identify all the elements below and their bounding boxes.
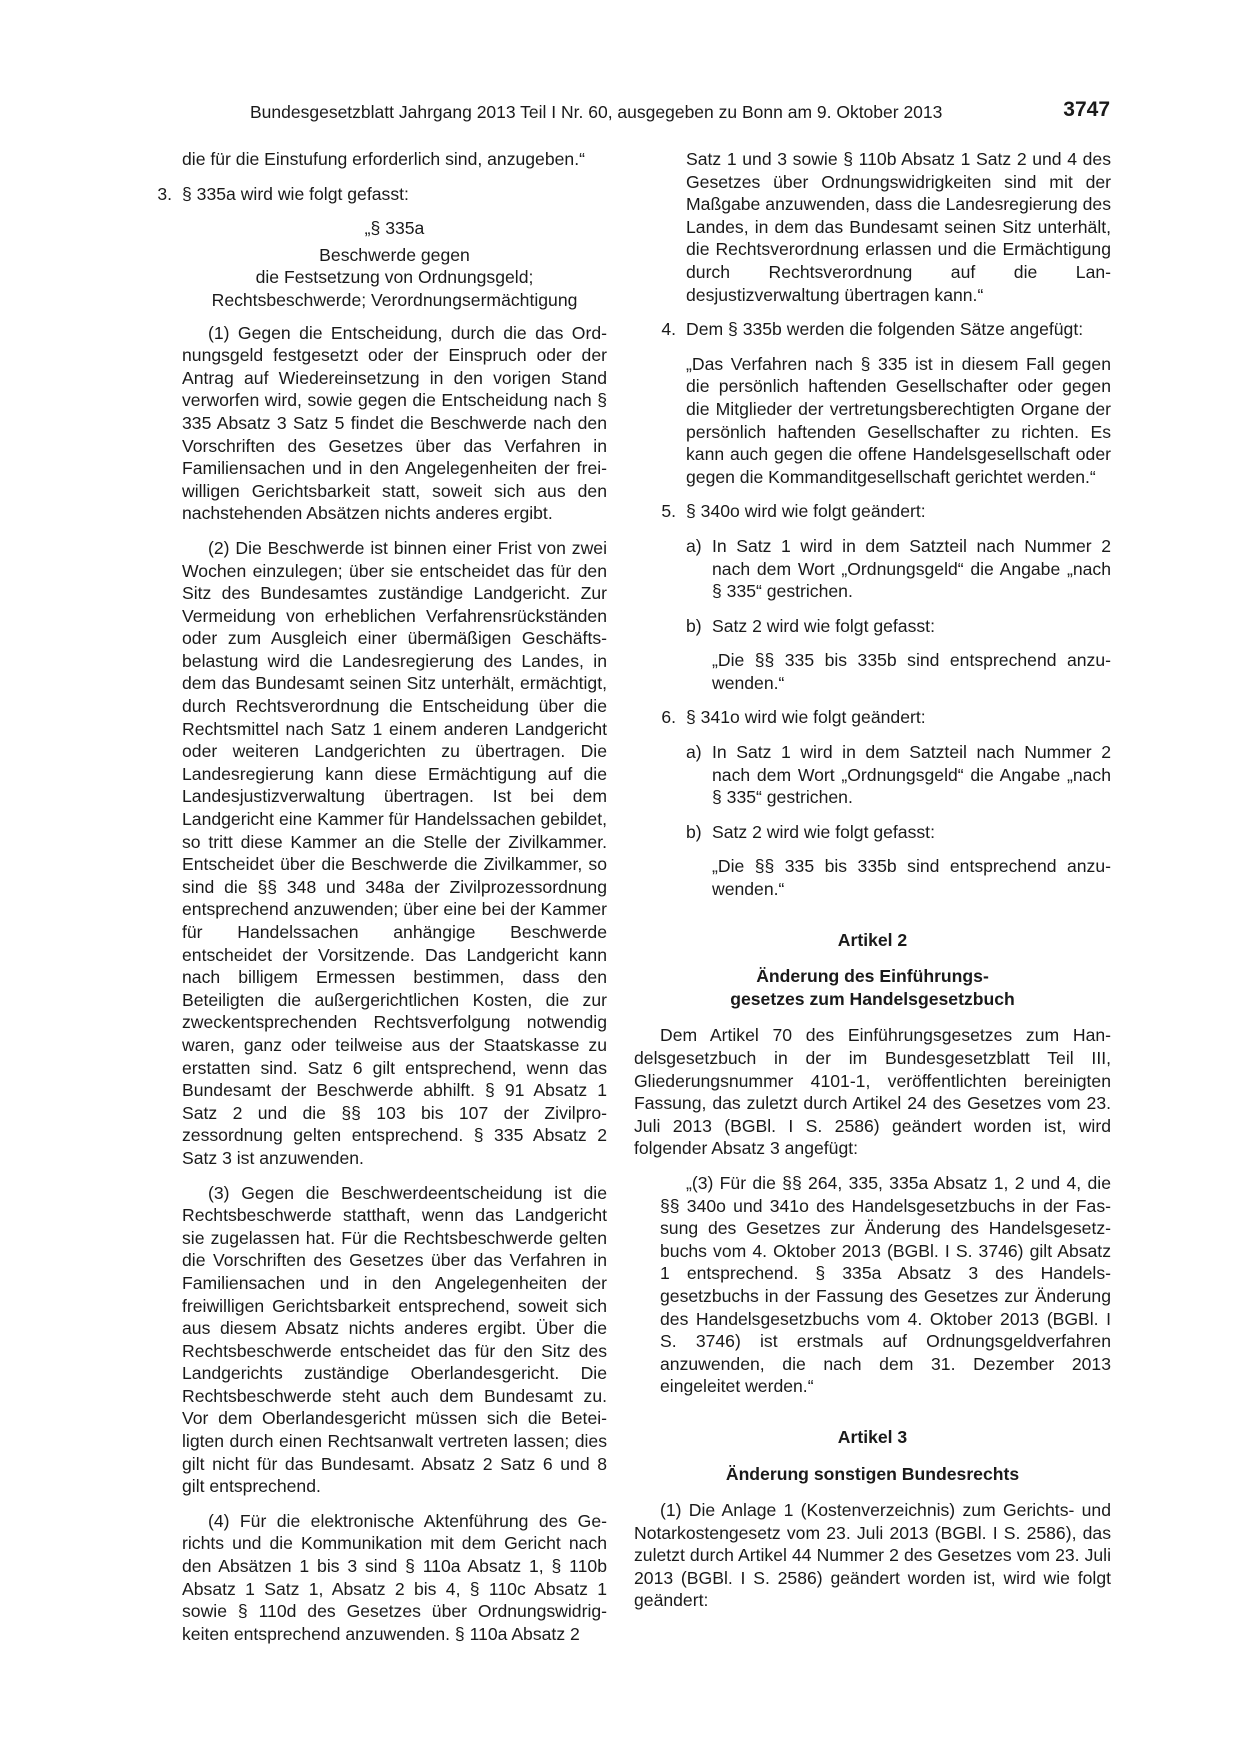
- paragraph-3: (3) Gegen die Beschwerdeentscheidung ist die Rechtsbeschwerde statthaft, wenn das Landgericht sie zugelassen hat. Für die Rechtsbeschwerde gelten die Vorschriften des Gesetzes über das Verfahren in Familiensachen und in den Angelegenheiten der freiwilligen Gerichtsbarkeit entsprechend, soweit sich aus diesem Absatz nichts anderes ergibt. Über die Rechtsbeschwerde entscheidet das für den Sitz des Landgerichts zuständige Oberlandesgericht. Die Rechtsbeschwerde steht auch dem Bundesamt zu. Vor dem Oberlandesgericht müssen sich die Beteiligten durch einen Rechtsanwalt vertreten lassen; dies gilt nicht für das Bundesamt. Absatz 2 Satz 6 und 8 gilt entsprechend.: [182, 1182, 607, 1497]
- sub-item-label: a): [686, 742, 702, 763]
- sub-item-a: [686, 535, 1111, 603]
- article-2-heading: Artikel 2: [837, 929, 908, 950]
- running-header: [250, 98, 1110, 128]
- sub-item-label: a): [686, 535, 702, 556]
- article-3-paragraph: (1) Die Anlage 1 (Kostenverzeichnis) zum Gerichts- und Notarkostengesetz vom 23. Juli 2013 (BGBl. I S. 2586), das zuletzt durch Artikel 44 Nummer 2 des Gesetzes vom 23. Juli 2013 (BGBl. I S. 2586) geändert worden ist, wird wie folgt geändert:: [634, 1500, 1111, 1611]
- article-2-quote: „(3) Für die §§ 264, 335, 335a Absatz 1, 2 und 4, die §§ 340o und 341o des Handelsgesetzbuchs in der Fassung des Gesetzes zur Änderung des Handelsgesetzbuchs vom 4. Oktober 2013 (BGBl. I S. 3746) gilt Absatz 1 entsprechend. § 335a Absatz 3 des Handelsgesetzbuchs in der Fassung des Gesetzes zur Änderung des Handelsgesetzbuchs vom 4. Oktober 2013 (BGBl. I S. 3746) ist erstmals auf Ordnungsgeldverfahren anzuwenden, die nach dem 31. Dezember 2013 eingeleitet werden.“: [660, 1172, 1111, 1397]
- sub-item-text: Satz 2 wird wie folgt gefasst:: [712, 821, 935, 842]
- list-item-6: [634, 706, 1111, 729]
- item-text: Dem § 335b werden die folgenden Sätze angefügt:: [686, 319, 1084, 340]
- list-item-3: [130, 183, 607, 206]
- left-column: [130, 148, 607, 1657]
- list-item-4: [634, 318, 1111, 341]
- sub-item-text: In Satz 1 wird in dem Satzteil nach Nummer 2 nach dem Wort „Ordnungsgeld“ die Angabe „nach § 335“ gestrichen.: [712, 535, 1111, 602]
- paragraph-2: (2) Die Beschwerde ist binnen einer Frist von zwei Wochen einzulegen; über sie entscheidet das für den Sitz des Bundesamtes zuständige Landgericht. Zur Vermeidung von erheblichen Verfahrensrückständen oder zum Ausgleich einer übermäßigen Geschäftsbelastung wird die Landesregierung des Landes, in dem das Bundesamt seinen Sitz unterhält, ermächtigt, durch Rechtsverordnung die Entscheidung über die Rechtsmittel nach Satz 1 einem anderen Landgericht oder weiteren Landgerichten zu übertragen. Die Landesregierung kann diese Ermächtigung auf die Landesjustizverwaltung übertragen. Ist bei dem Landgericht eine Kammer für Handelssachen gebildet, so tritt diese Kammer an die Stelle der Zivilkammer. Entscheidet über die Beschwerde die Zivilkammer, so sind die §§ 348 und 348a der Zivilprozessordnung entsprechend anzuwenden; über eine bei der Kammer für Handelssachen anhängige Beschwerde entscheidet der Vorsitzende. Das Landgericht kann nach billigem Ermessen bestimmen, dass den Beteiligten die außergerichtlichen Kosten, die zur zweckentsprechenden Rechtsverfolgung notwendig waren, ganz oder teilweise aus der Staatskasse zu erstatten sind. Satz 6 gilt entsprechend, wenn das Bundesamt der Beschwerde abhilft. § 91 Absatz 1 Satz 2 und die §§ 103 bis 107 der Zivilprozessordnung gelten entsprechend. § 335 Absatz 2 Satz 3 ist anzuwenden.: [182, 537, 607, 1168]
- item-text: § 335a wird wie folgt gefasst:: [182, 183, 409, 204]
- list-item-5: [634, 500, 1111, 523]
- sub-item-label: b): [686, 821, 702, 842]
- sub-item-label: b): [686, 615, 702, 636]
- right-column: [634, 148, 1111, 1624]
- continued-text: die für die Einstufung erforderlich sind, anzugeben.“: [182, 149, 585, 169]
- item-number: 5.: [661, 501, 676, 522]
- sub-item-b: [686, 821, 1111, 844]
- paragraph-1: (1) Gegen die Entscheidung, durch die das Ordnungsgeld festgesetzt oder der Einspruch oder der Antrag auf Wiedereinsetzung in den vorigen Stand verworfen wird, sowie gegen die Entscheidung nach § 335 Absatz 3 Satz 5 findet die Beschwerde nach den Vorschriften des Gesetzes über das Verfahren in Familiensachen und in den Angelegenheiten der freiwilligen Gerichtsbarkeit statt, soweit sich aus den nachstehenden Absätzen nichts anderes ergibt.: [182, 322, 607, 524]
- quoted-text: „Die §§ 335 bis 335b sind entsprechend anzuwenden.“: [712, 856, 1111, 900]
- article-2-paragraph: Dem Artikel 70 des Einführungsgesetzes zum Handelsgesetzbuch in der im Bundesgesetzblatt Teil III, Gliederungsnummer 4101-1, veröffentlichten bereinigten Fassung, das zuletzt durch Artikel 24 des Gesetzes vom 23. Juli 2013 (BGBl. I S. 2586) geändert worden ist, wird folgender Absatz 3 angefügt:: [634, 1025, 1111, 1159]
- article-3-title: Änderung sonstigen Bundesrechts: [725, 1463, 1020, 1484]
- item-number: 4.: [661, 319, 676, 340]
- sub-item-b: [686, 615, 1111, 638]
- paragraph-4: (4) Für die elektronische Aktenführung des Gerichts und die Kommunikation mit dem Gericht nach den Absätzen 1 bis 3 sind § 110a Absatz 1, § 110b Absatz 1 Satz 1, Absatz 2 bis 4, § 110c Absatz 1 sowie § 110d des Gesetzes über Ordnungswidrigkeiten entsprechend anzuwenden. § 110a Absatz 2: [182, 1510, 607, 1644]
- sub-item-text: Satz 2 wird wie folgt gefasst:: [712, 615, 935, 636]
- section-title: Beschwerde gegen die Festsetzung von Ordnungsgeld; Rechtsbeschwerde; Verordnungsermächtigung: [211, 244, 578, 310]
- article-3-heading: Artikel 3: [837, 1426, 908, 1447]
- page-number: 3747: [1063, 98, 1110, 121]
- sub-item-text: In Satz 1 wird in dem Satzteil nach Nummer 2 nach dem Wort „Ordnungsgeld“ die Angabe „nach § 335“ gestrichen.: [712, 742, 1111, 808]
- continued-text: Satz 1 und 3 sowie § 110b Absatz 1 Satz 2 und 4 des Gesetzes über Ordnungswidrigkeiten sind mit der Maßgabe anzuwenden, dass die Landesregierung des Landes, in dem das Bundesamt seinen Sitz unterhält, die Rechtsverordnung erlassen und die Ermächtigung durch Rechtsverordnung auf die Landesjustizverwaltung übertragen kann.“: [686, 149, 1111, 305]
- section-heading: „§ 335a: [364, 218, 425, 239]
- item-number: 6.: [661, 707, 676, 728]
- sub-item-a: [686, 741, 1111, 809]
- article-2-title: Änderung des Einführungs- gesetzes zum Handelsgesetzbuch: [730, 966, 1015, 1009]
- item-text: § 340o wird wie folgt geändert:: [686, 501, 926, 522]
- running-title: Bundesgesetzblatt Jahrgang 2013 Teil I Nr. 60, ausgegeben zu Bonn am 9. Oktober 2013: [250, 102, 943, 122]
- item-text: § 341o wird wie folgt geändert:: [686, 707, 926, 728]
- quoted-text: „Die §§ 335 bis 335b sind entsprechend anzuwenden.“: [712, 650, 1111, 693]
- item-number: 3.: [157, 183, 172, 204]
- quoted-text: „Das Verfahren nach § 335 ist in diesem Fall gegen die persönlich haftenden Gesellschafter oder gegen die Mitglieder der vertretungsberechtigten Organe der persönlich haftenden Gesellschafter zu richten. Es kann auch gegen die offene Handelsgesellschaft oder gegen die Kommanditgesellschaft gerichtet werden.“: [686, 353, 1111, 487]
